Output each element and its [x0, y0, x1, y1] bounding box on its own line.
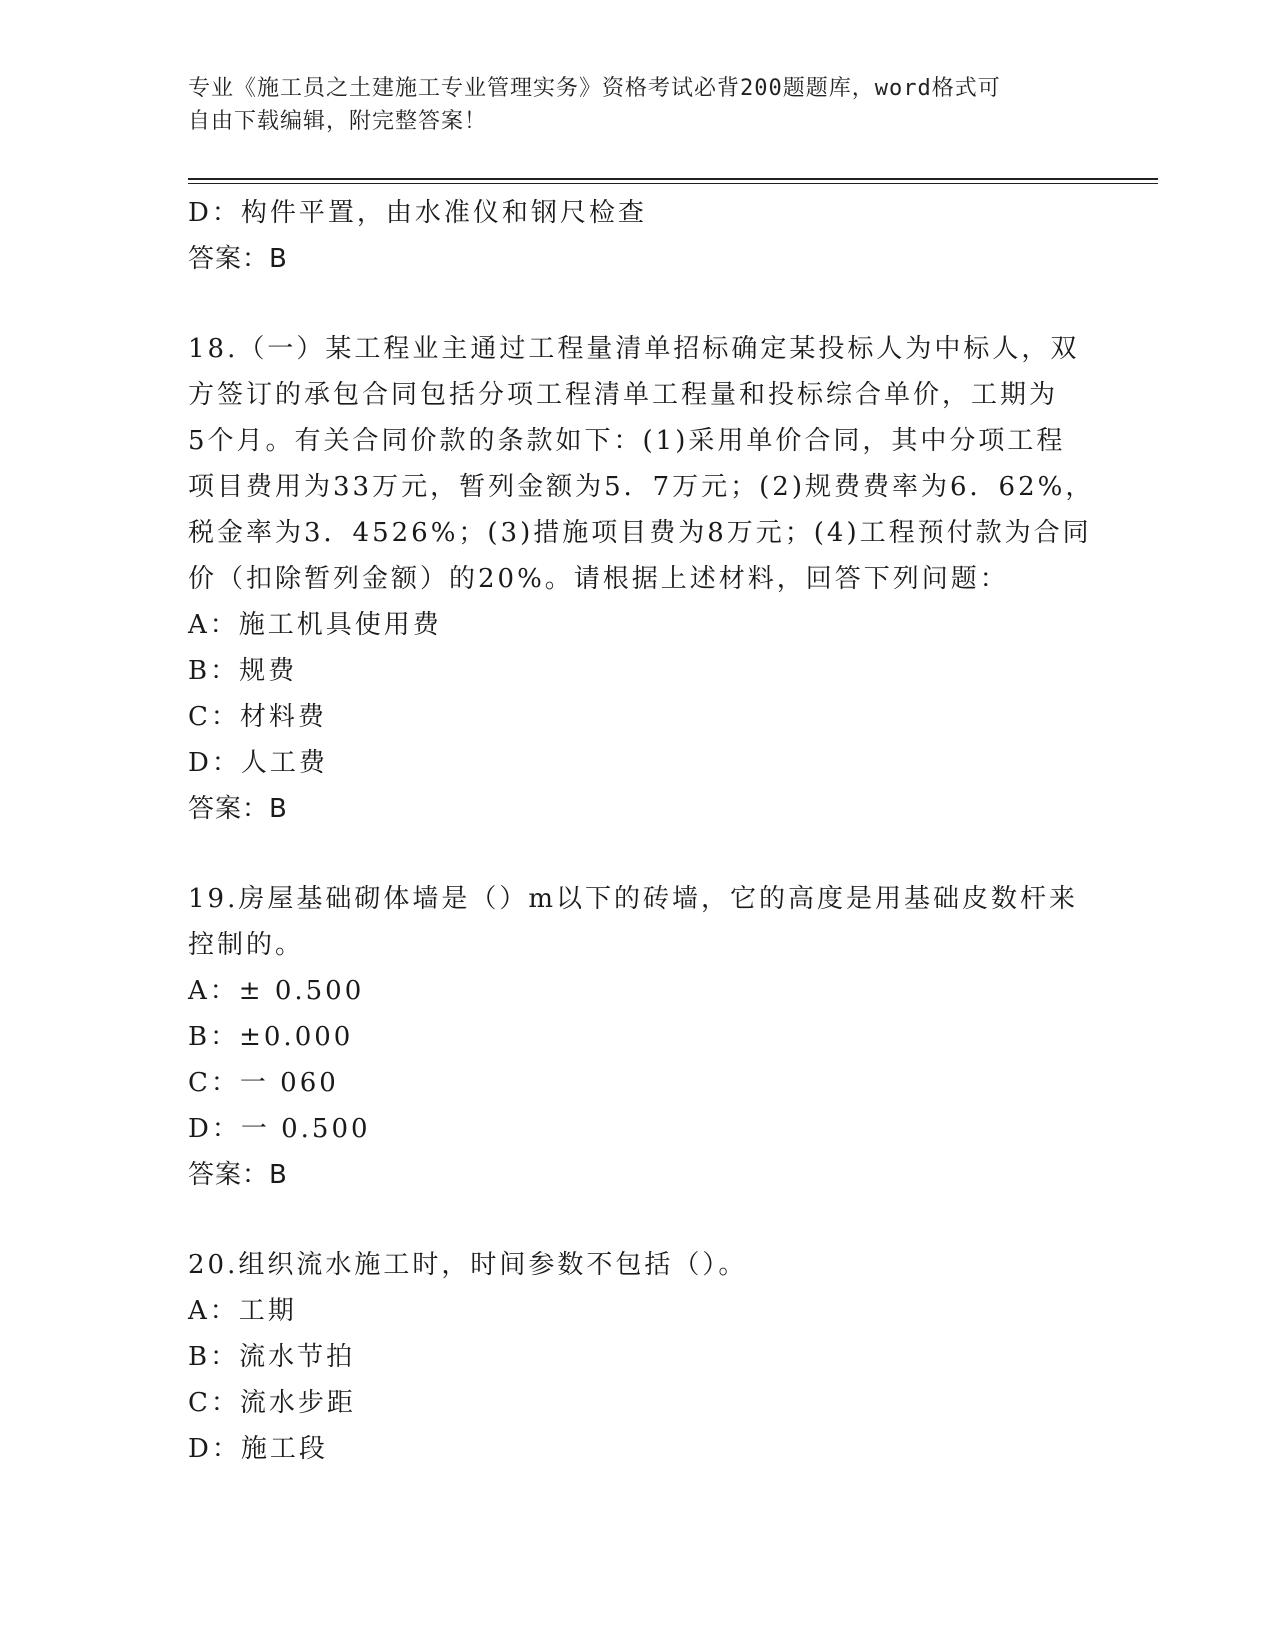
question-stem-line: 5个月。有关合同价款的条款如下：(1)采用单价合同，其中分项工程: [188, 426, 1066, 456]
question-block-17: [188, 190, 1088, 282]
spacer: [188, 282, 1088, 326]
option-a: A：工期: [188, 1296, 297, 1326]
question-stem-line: 价（扣除暂列金额）的20%。请根据上述材料，回答下列问题：: [188, 564, 1009, 594]
question-stem-line: 20.组织流水施工时，时间参数不包括（）。: [188, 1250, 748, 1280]
option-d: D：构件平置，由水准仪和钢尺检查: [188, 198, 647, 228]
option-c: C：流水步距: [188, 1388, 356, 1418]
spacer: [188, 832, 1088, 876]
question-stem-line: 方签订的承包合同包括分项工程清单工程量和投标综合单价，工期为: [188, 380, 1059, 410]
question-stem-line: 项目费用为33万元，暂列金额为5．7万元；(2)规费费率为6．62%，: [188, 472, 1095, 502]
option-d: D：施工段: [188, 1434, 328, 1464]
header-title-line-1: 专业《施工员之土建施工专业管理实务》资格考试必背200题题库，word格式可: [188, 76, 1001, 101]
header-title-line-2: 自由下载编辑，附完整答案！: [188, 109, 488, 134]
question-stem-line: 税金率为3．4526%；(3)措施项目费为8万元；(4)工程预付款为合同: [188, 518, 1092, 548]
answer-line: 答案：B: [188, 794, 288, 824]
option-b: B：流水节拍: [188, 1342, 356, 1372]
option-a: A：± 0.500: [188, 976, 365, 1006]
option-c: C：一 060: [188, 1068, 339, 1098]
question-list: [188, 190, 1095, 1472]
option-b: B：规费: [188, 656, 298, 686]
option-d: D：一 0.500: [188, 1114, 371, 1144]
question-block-20: [188, 1242, 1088, 1472]
question-stem-line: 控制的。: [188, 930, 305, 960]
header-divider: [188, 178, 1158, 180]
option-c: C：材料费: [188, 702, 327, 732]
question-block-18: [188, 326, 1095, 832]
question-stem-line: 18.（一）某工程业主通过工程量清单招标确定某投标人为中标人，双: [188, 334, 1080, 364]
answer-line: 答案：B: [188, 244, 288, 274]
option-b: B：±0.000: [188, 1022, 354, 1052]
question-block-19: [188, 876, 1088, 1198]
header-divider-thin: [188, 183, 1158, 184]
option-a: A：施工机具使用费: [188, 610, 442, 640]
document-header: [188, 72, 1088, 138]
question-stem-line: 19.房屋基础砌体墙是（）m以下的砖墙，它的高度是用基础皮数杆来: [188, 884, 1079, 914]
spacer: [188, 1198, 1088, 1242]
option-d: D：人工费: [188, 748, 328, 778]
answer-line: 答案：B: [188, 1160, 288, 1190]
